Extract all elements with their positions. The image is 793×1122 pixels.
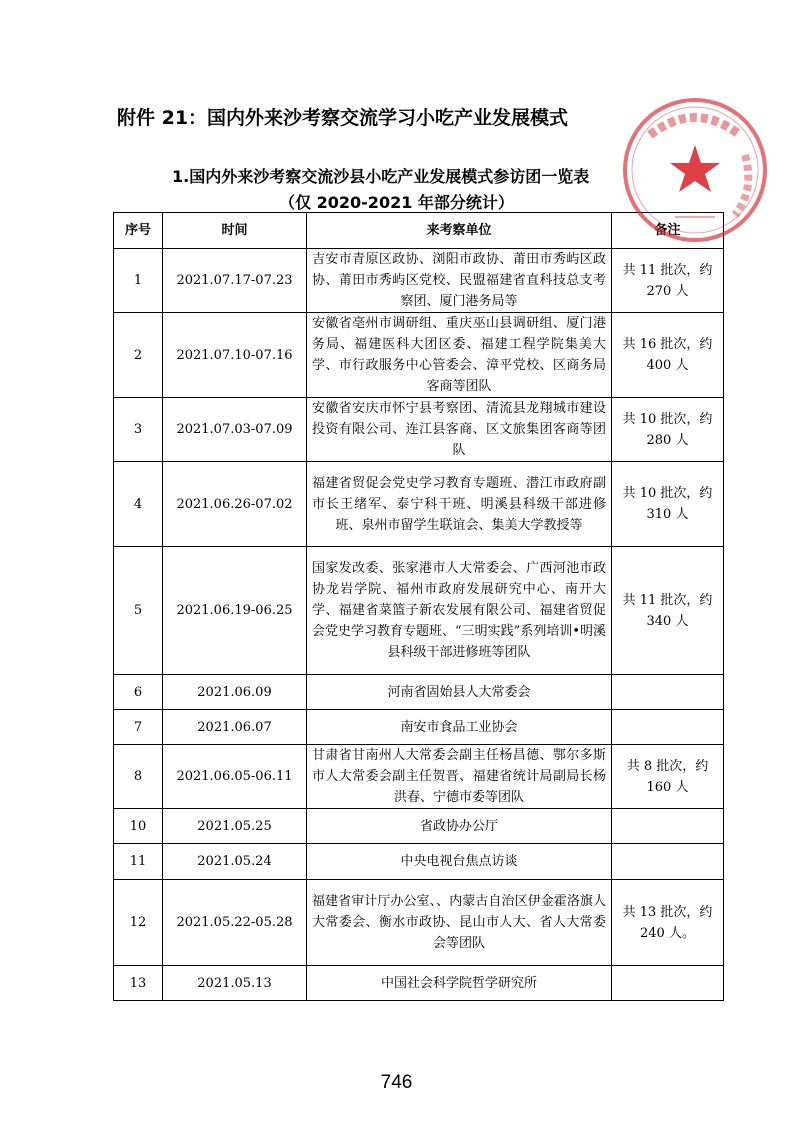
header-date: 时间: [163, 213, 307, 249]
cell-note: [612, 844, 724, 880]
table-subtitle: （仅 2020-2021 年部分统计）: [279, 193, 514, 212]
table-row: [114, 745, 724, 809]
cell-note: 共 8 批次，约 160 人: [612, 745, 724, 809]
cell-date: 2021.06.07: [163, 710, 307, 745]
table-row: [114, 675, 724, 710]
cell-date: 2021.07.17-07.23: [163, 249, 307, 313]
cell-date: 2021.05.22-05.28: [163, 880, 307, 966]
table-row: [114, 249, 724, 313]
table-row: [114, 966, 724, 1001]
cell-date: 2021.06.19-06.25: [163, 547, 307, 675]
cell-units: 中国社会科学院哲学研究所: [307, 966, 612, 1001]
cell-note: [612, 710, 724, 745]
cell-no: 4: [114, 462, 163, 547]
table-row: [114, 547, 724, 675]
cell-no: 1: [114, 249, 163, 313]
header-units: 来考察单位: [307, 213, 612, 249]
page-number: 746: [380, 1072, 413, 1093]
cell-note: 共 11 批次，约 270 人: [612, 249, 724, 313]
cell-date: 2021.07.03-07.09: [163, 398, 307, 462]
cell-no: 2: [114, 313, 163, 398]
table-row: [114, 710, 724, 745]
table-row: [114, 462, 724, 547]
cell-note: 共 10 批次，约 310 人: [612, 462, 724, 547]
cell-no: 13: [114, 966, 163, 1001]
cell-units: 吉安市青原区政协、浏阳市政协、莆田市秀屿区政协、莆田市秀屿区党校、民盟福建省直科技总支考察团、厦门港务局等: [307, 249, 612, 313]
table-row: [114, 880, 724, 966]
cell-no: 5: [114, 547, 163, 675]
cell-units: 省政协办公厅: [307, 809, 612, 844]
cell-note: 共 11 批次，约 340 人: [612, 547, 724, 675]
cell-no: 8: [114, 745, 163, 809]
cell-date: 2021.05.13: [163, 966, 307, 1001]
cell-note: [612, 966, 724, 1001]
table-title: 1.国内外来沙考察交流沙县小吃产业发展模式参访团一览表: [172, 167, 590, 186]
cell-date: 2021.05.24: [163, 844, 307, 880]
cell-no: 3: [114, 398, 163, 462]
cell-no: 11: [114, 844, 163, 880]
cell-no: 7: [114, 710, 163, 745]
cell-no: 12: [114, 880, 163, 966]
cell-note: 共 10 批次，约 280 人: [612, 398, 724, 462]
cell-units: 南安市食品工业协会: [307, 710, 612, 745]
header-no: 序号: [114, 213, 163, 249]
cell-note: 共 16 批次，约 400 人: [612, 313, 724, 398]
table-row: [114, 398, 724, 462]
cell-no: 6: [114, 675, 163, 710]
cell-units: 中央电视台焦点访谈: [307, 844, 612, 880]
cell-units: 福建省贸促会党史学习教育专题班、潜江市政府副市长王绪军、泰宁科干班、明溪县科级干部进修班、泉州市留学生联谊会、集美大学教授等: [307, 462, 612, 547]
table-row: [114, 313, 724, 398]
cell-date: 2021.07.10-07.16: [163, 313, 307, 398]
cell-date: 2021.06.26-07.02: [163, 462, 307, 547]
official-seal-stamp: [620, 95, 770, 245]
cell-note: [612, 809, 724, 844]
cell-units: 福建省审计厅办公室、、内蒙古自治区伊金霍洛旗人大常委会、衡水市政协、昆山市人大、省人大常委会等团队: [307, 880, 612, 966]
cell-units: 国家发改委、张家港市人大常委会、广西河池市政协龙岩学院、福州市政府发展研究中心、南开大学、福建省菜篮子新农发展有限公司、福建省贸促会党史学习教育专题班、“三明实践”系列培训•明溪县科级干部进修班等团队: [307, 547, 612, 675]
cell-date: 2021.05.25: [163, 809, 307, 844]
cell-units: 安徽省安庆市怀宁县考察团、清流县龙翔城市建设投资有限公司、连江县客商、区文旅集团客商等团队: [307, 398, 612, 462]
header-note: 备注: [612, 213, 724, 249]
table-row: [114, 844, 724, 880]
cell-units: 甘肃省甘南州人大常委会副主任杨昌德、鄂尔多斯市人大常委会副主任贺晋、福建省统计局副局长杨洪春、宁德市委等团队: [307, 745, 612, 809]
cell-date: 2021.06.05-06.11: [163, 745, 307, 809]
cell-no: 10: [114, 809, 163, 844]
cell-date: 2021.06.09: [163, 675, 307, 710]
cell-note: 共 13 批次，约 240 人。: [612, 880, 724, 966]
visit-table: [113, 212, 724, 1001]
cell-note: [612, 675, 724, 710]
seal-star-icon: [670, 145, 720, 192]
table-row: [114, 809, 724, 844]
page-heading: 附件 21：国内外来沙考察交流学习小吃产业发展模式: [117, 107, 569, 129]
cell-units: 河南省固始县人大常委会: [307, 675, 612, 710]
cell-units: 安徽省亳州市调研组、重庆巫山县调研组、厦门港务局、福建医科大团区委、福建工程学院集美大学、市行政服务中心管委会、漳平党校、区商务局客商等团队: [307, 313, 612, 398]
